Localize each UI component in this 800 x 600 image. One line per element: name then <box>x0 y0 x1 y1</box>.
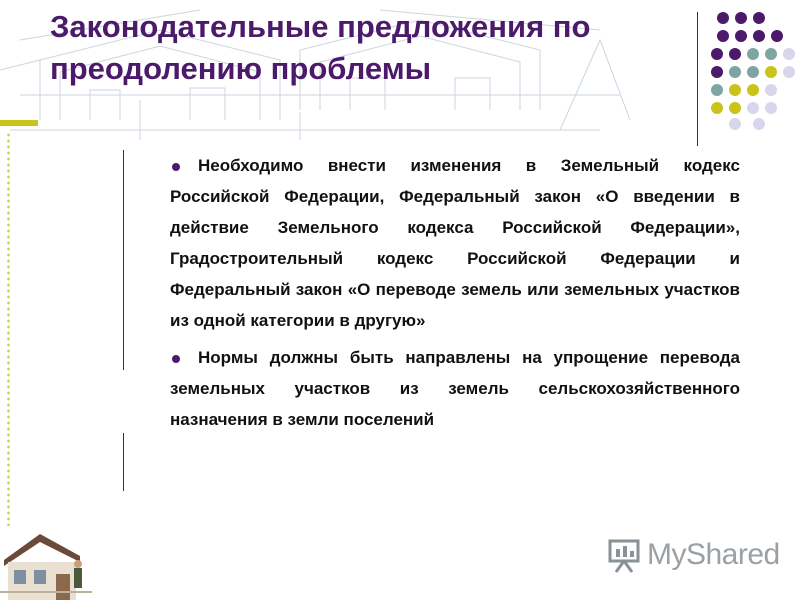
bullet-dot-icon <box>172 355 180 363</box>
bullet-list <box>170 150 740 441</box>
house-photo-image <box>0 526 92 600</box>
dot <box>735 12 747 24</box>
dot <box>783 48 795 60</box>
dot <box>717 12 729 24</box>
dot <box>771 30 783 42</box>
bullet-dot-icon <box>172 163 180 171</box>
dot <box>747 48 759 60</box>
dot <box>711 48 723 60</box>
dot <box>729 66 741 78</box>
dot <box>747 102 759 114</box>
dot <box>711 84 723 96</box>
bullet-text: Необходимо внести изменения в Земельный кодекс Российской Федерации, Федеральный закон «О введении в действие Земельного кодекса Российской Федерации», Градостроительный кодекс Российской Федерации и Федеральный закон «О переводе земель или земельных участков из одной категории в другую» <box>170 156 740 330</box>
logo-text: MyShared <box>647 538 780 571</box>
dot <box>729 48 741 60</box>
myshared-logo <box>607 535 780 575</box>
content-divider-line-upper <box>123 150 124 370</box>
dot <box>729 102 741 114</box>
title-accent-bar <box>0 120 38 126</box>
bullet-item <box>170 342 740 435</box>
presentation-board-icon <box>607 537 641 573</box>
slide-title <box>50 6 690 90</box>
dot <box>729 84 741 96</box>
dot <box>765 84 777 96</box>
dot <box>717 30 729 42</box>
dot <box>753 12 765 24</box>
dot <box>747 84 759 96</box>
bullet-item <box>170 150 740 336</box>
bullet-text: Нормы должны быть направлены на упрощение перевода земельных участков из земель сельскохозяйственного назначения в земли поселений <box>170 348 740 429</box>
dot <box>711 66 723 78</box>
content-divider-line-lower <box>123 433 124 491</box>
dot <box>765 66 777 78</box>
title-line-1: Законодательные предложения по <box>50 9 591 44</box>
decorative-dot-grid <box>711 12 795 130</box>
dot <box>729 118 741 130</box>
dot <box>765 48 777 60</box>
dot <box>753 30 765 42</box>
dot <box>747 66 759 78</box>
dot <box>765 102 777 114</box>
dot <box>753 118 765 130</box>
dot <box>735 30 747 42</box>
title-line-2: преодолению проблемы <box>50 51 432 86</box>
dotted-vertical-line <box>7 132 10 530</box>
dot <box>711 102 723 114</box>
header-divider-line <box>697 12 698 146</box>
dot <box>783 66 795 78</box>
